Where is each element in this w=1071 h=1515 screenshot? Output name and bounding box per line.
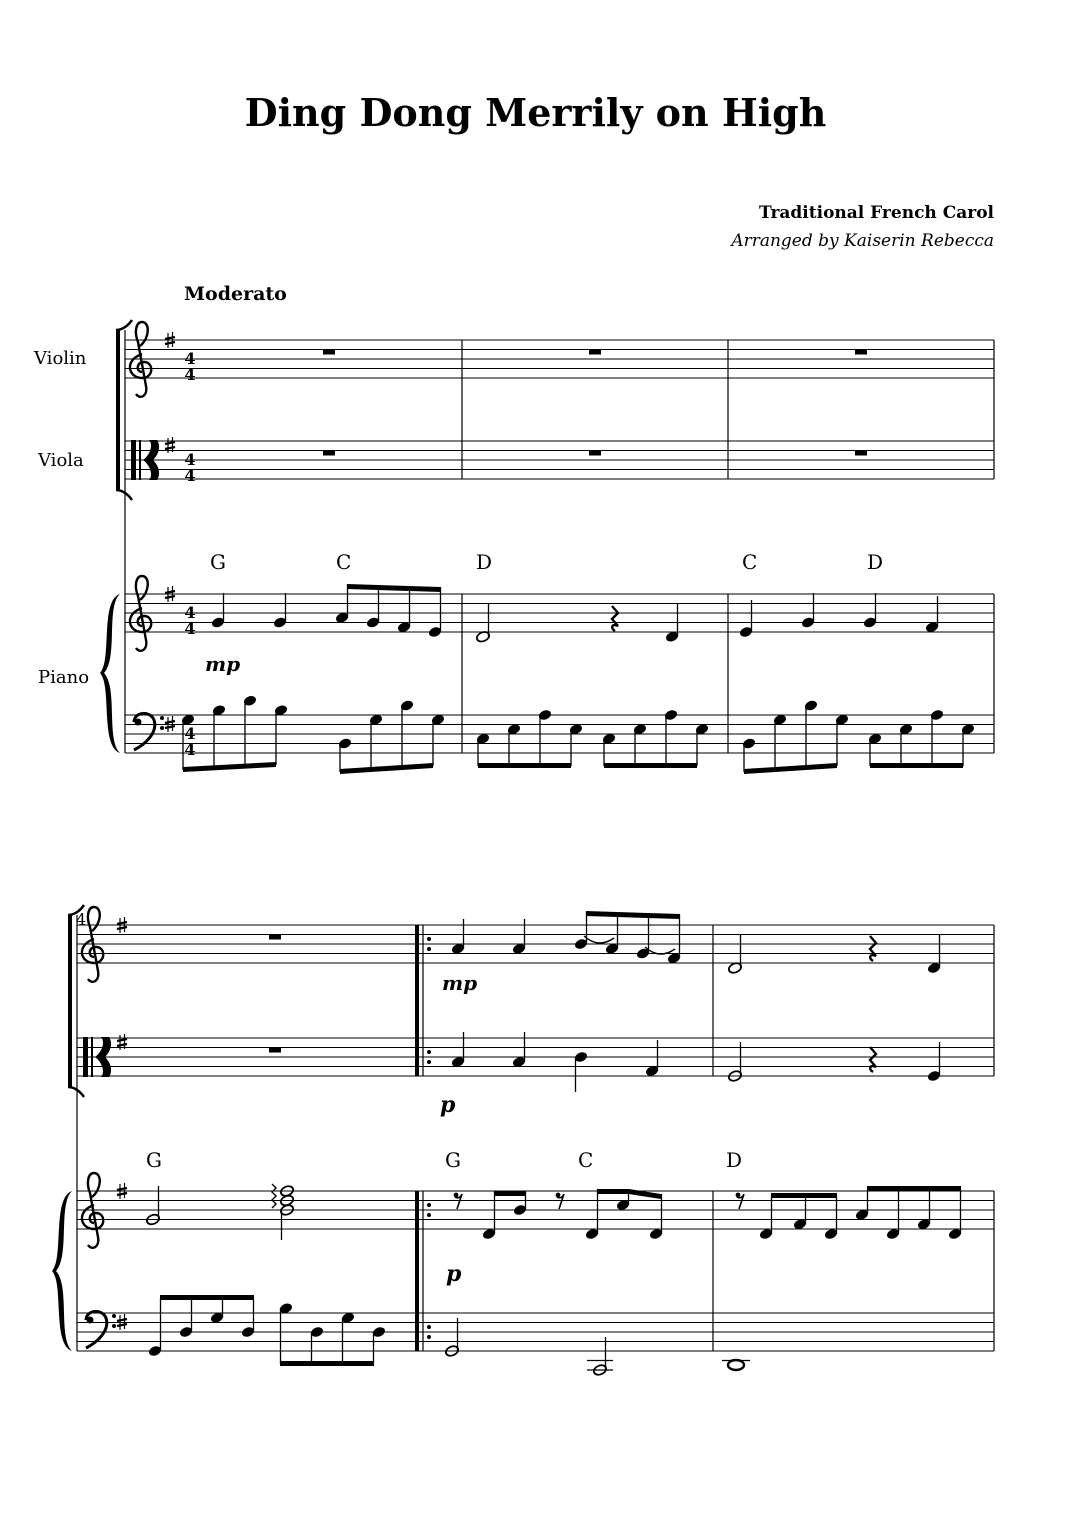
whole-rest <box>269 935 281 940</box>
piano-lh-m6-notes <box>722 1360 750 1370</box>
time-sig-top: 4 <box>184 450 196 469</box>
time-sig-top: 4 <box>184 724 196 743</box>
bass-clef-icon <box>86 1311 116 1348</box>
barlines-system1 <box>462 340 994 753</box>
dynamic-marking: p <box>440 1092 456 1118</box>
bass-clef-icon <box>134 713 164 750</box>
dynamic-marking: p <box>446 1261 462 1287</box>
chord-symbol: D <box>867 550 884 574</box>
chord-symbol: D <box>476 550 493 574</box>
piano-brace <box>100 594 120 753</box>
score-title: Ding Dong Merrily on High <box>244 90 827 135</box>
violin-m5-notes <box>451 911 682 965</box>
time-sig-bottom: 4 <box>184 365 196 384</box>
piano-lh-m4-notes <box>148 1295 387 1366</box>
chord-symbol: G <box>445 1148 461 1172</box>
chord-symbol: G <box>146 1148 162 1172</box>
dynamic-marking: mp <box>205 652 241 676</box>
chord-symbol: G <box>210 550 226 574</box>
measure-number: 4 <box>76 910 87 929</box>
chord-symbols-system1 <box>210 550 883 574</box>
time-sig-bottom: 4 <box>184 466 196 485</box>
piano-brace <box>52 1191 72 1351</box>
barlines-system2 <box>713 925 994 1351</box>
time-sig-top: 4 <box>184 349 196 368</box>
violin-staff-system1 <box>125 340 994 378</box>
chord-symbol: C <box>336 550 352 574</box>
dynamic-marking: mp <box>442 971 478 995</box>
piano-rh-m5-notes <box>454 1189 664 1240</box>
whole-rest <box>269 1048 281 1053</box>
time-sig-bottom: 4 <box>184 619 196 638</box>
piano-bass-staff-system1 <box>125 715 994 753</box>
chord-symbol: C <box>578 1148 594 1172</box>
tempo-marking: Moderato <box>184 283 287 305</box>
chord-symbols-system2 <box>146 1148 742 1172</box>
violin-m6-notes <box>727 934 941 974</box>
chord-symbol: D <box>726 1148 743 1172</box>
string-bracket <box>68 905 87 1097</box>
piano-treble-staff-system2 <box>77 1191 994 1229</box>
piano-rh-m4-notes <box>145 1184 294 1240</box>
violin-staff-system2 <box>77 925 994 963</box>
viola-staff-system1 <box>125 441 994 479</box>
string-bracket <box>116 320 132 500</box>
instrument-label-violin: Violin <box>34 348 87 369</box>
instrument-label-piano: Piano <box>38 667 90 688</box>
whole-rests-system1 <box>323 350 867 456</box>
piano-rh-m2-notes <box>475 603 679 643</box>
piano-treble-staff-system1 <box>125 594 994 632</box>
piano-rh-m6-notes <box>736 1186 963 1240</box>
chord-symbol: C <box>742 550 758 574</box>
viola-staff-system2 <box>77 1038 994 1076</box>
instrument-label-viola: Viola <box>38 450 84 471</box>
piano-rh-m1-notes <box>211 584 443 638</box>
piano-lh-m5-notes <box>444 1318 613 1376</box>
repeat-start-barline <box>415 925 431 1351</box>
viola-m5-notes <box>451 1032 660 1092</box>
composer-credit: Traditional French Carol <box>759 203 994 223</box>
arranger-credit: Arranged by Kaiserin Rebecca <box>731 231 994 251</box>
time-sig-top: 4 <box>184 603 196 622</box>
time-sig-bottom: 4 <box>184 740 196 759</box>
